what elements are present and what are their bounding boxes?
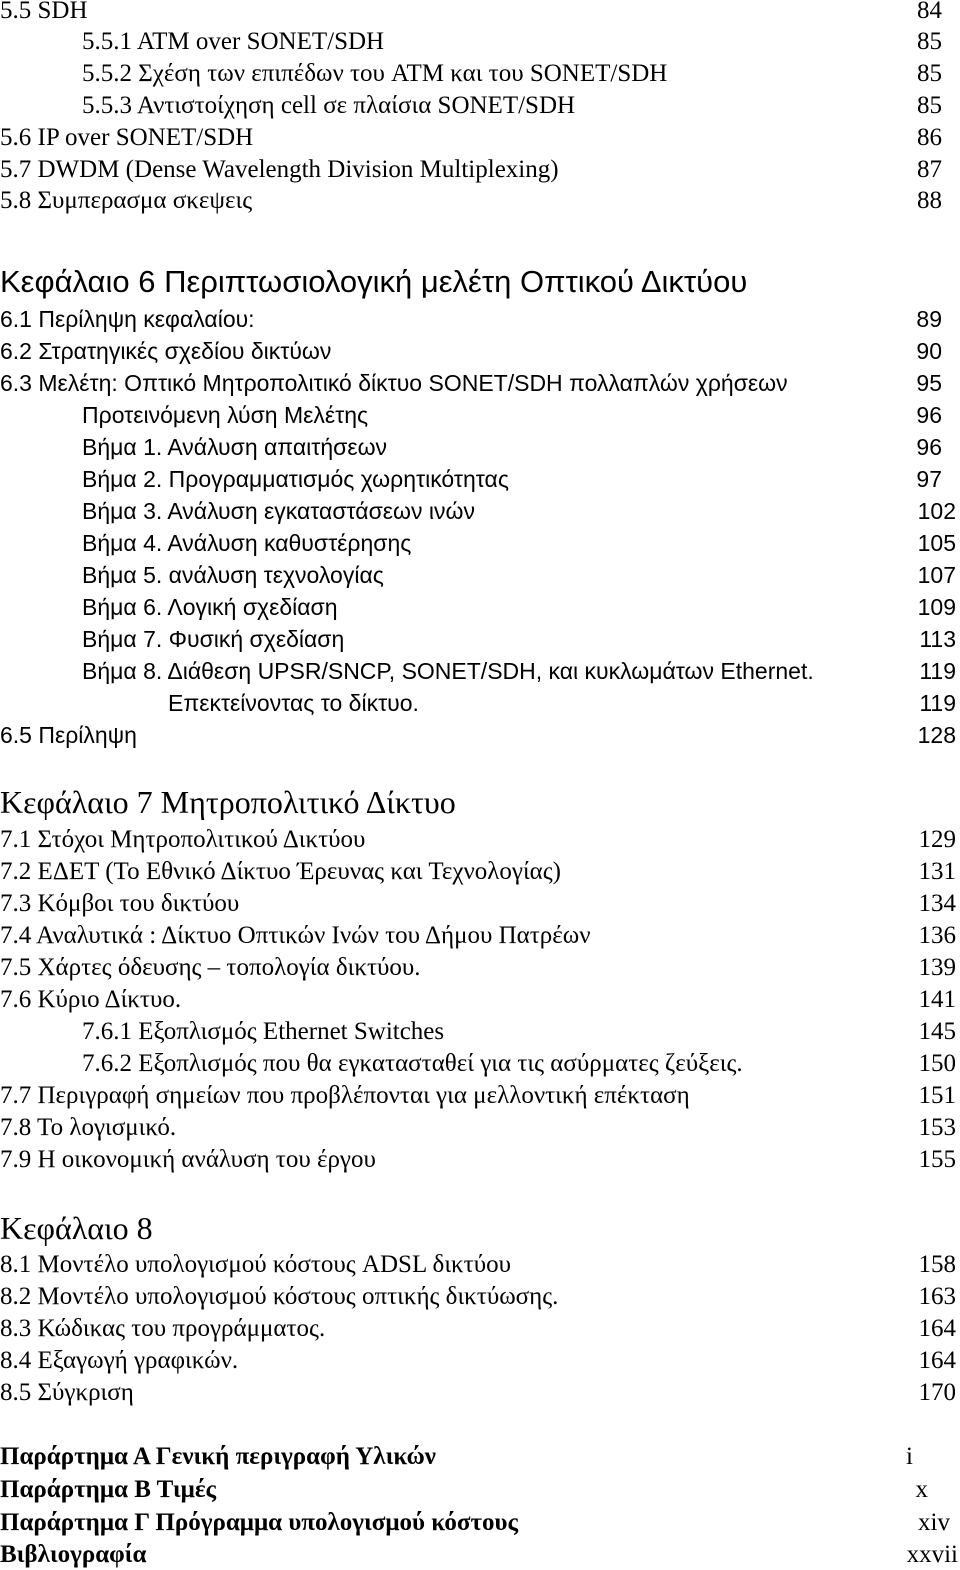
toc-entry xyxy=(0,1346,960,1376)
toc-entry-page: xxvii xyxy=(906,1541,958,1568)
appendix-entry xyxy=(0,1442,960,1472)
toc-entry xyxy=(0,857,960,887)
toc-entry-title: Βήμα 4. Ανάλυση καθυστέρησης xyxy=(82,530,412,556)
toc-entry xyxy=(0,889,960,919)
toc-entry xyxy=(0,1017,960,1047)
toc-entry-page: 139 xyxy=(918,954,956,981)
toc-entry-page: 84 xyxy=(917,0,942,24)
toc-entry-title: 7.7 Περιγραφή σημείων που προβλέπονται για μελλοντική επέκταση xyxy=(0,1082,690,1109)
toc-entry xyxy=(0,496,960,526)
toc-entry-title: Παράρτημα Α Γενική περιγραφή Υλικών xyxy=(0,1443,436,1470)
toc-entry-title: 6.3 Μελέτη: Οπτικό Μητροπολιτικό δίκτυο SONET/SDH πολλαπλών χρήσεων xyxy=(0,370,788,396)
toc-entry xyxy=(0,528,960,558)
toc-entry-title: Βήμα 6. Λογική σχεδίαση xyxy=(82,594,338,620)
toc-entry xyxy=(0,27,960,57)
toc-entry xyxy=(0,825,960,855)
toc-entry-page: 164 xyxy=(918,1347,956,1374)
toc-entry xyxy=(0,91,960,121)
toc-entry-page: 131 xyxy=(918,858,956,885)
toc-entry xyxy=(0,624,960,654)
toc-entry-page: 85 xyxy=(917,28,942,55)
toc-entry-page: 113 xyxy=(919,626,956,652)
chapter-title: Κεφάλαιο 6 Περιπτωσιολογική μελέτη Οπτικού Δικτύου xyxy=(0,264,748,299)
toc-entry-title: 6.1 Περίληψη κεφαλαίου: xyxy=(0,306,255,332)
toc-entry xyxy=(0,1049,960,1079)
toc-entry-page: 85 xyxy=(917,92,942,119)
toc-entry-title: 5.6 IP over SONET/SDH xyxy=(0,124,254,151)
toc-entry xyxy=(0,1314,960,1344)
toc-entry-page: 155 xyxy=(918,1146,956,1173)
chapter-heading xyxy=(0,262,960,299)
toc-entry-page: x xyxy=(915,1476,928,1503)
toc-entry xyxy=(0,432,960,462)
toc-entry-page: 88 xyxy=(917,187,942,214)
appendix-entry xyxy=(0,1475,960,1505)
chapter-heading xyxy=(0,1208,960,1246)
toc-entry-title: 6.2 Στρατηγικές σχεδίου δικτύων xyxy=(0,338,332,364)
toc-entry xyxy=(0,720,960,750)
toc-entry-page: 109 xyxy=(917,594,956,620)
toc-entry-title: 5.5.1 ATM over SONET/SDH xyxy=(82,28,385,55)
toc-entry xyxy=(0,1250,960,1280)
toc-entry xyxy=(0,688,960,718)
toc-entry xyxy=(0,1081,960,1111)
toc-entry-page: 96 xyxy=(916,402,942,428)
toc-entry xyxy=(0,155,960,185)
toc-entry-page: 119 xyxy=(919,658,956,684)
toc-entry-title: 8.2 Μοντέλο υπολογισμού κόστους οπτικής δικτύωσης. xyxy=(0,1283,559,1310)
toc-entry-title: 7.1 Στόχοι Μητροπολιτικού Δικτύου xyxy=(0,826,366,853)
toc-entry-title: 5.5.3 Αντιστοίχηση cell σε πλαίσια SONET/SDH xyxy=(82,92,576,119)
toc-entry-page: 96 xyxy=(916,434,942,460)
toc-entry xyxy=(0,123,960,153)
toc-entry-title: 7.6.2 Εξοπλισμός που θα εγκατασταθεί για τις ασύρματες ζεύξεις. xyxy=(82,1050,743,1077)
toc-entry xyxy=(0,464,960,494)
toc-entry-title: Επεκτείνοντας το δίκτυο. xyxy=(168,690,419,716)
appendix-entry xyxy=(0,1508,960,1538)
toc-entry-page: 97 xyxy=(916,466,942,492)
toc-entry-page: 128 xyxy=(917,722,956,748)
toc-entry-page: 87 xyxy=(917,156,942,183)
toc-entry-title: Παράρτημα Γ Πρόγραμμα υπολογισμού κόστους xyxy=(0,1509,519,1536)
toc-entry-page: i xyxy=(906,1443,913,1470)
toc-entry-page: 151 xyxy=(918,1082,956,1109)
toc-entry xyxy=(0,953,960,983)
toc-entry-page: 170 xyxy=(918,1379,956,1406)
toc-entry xyxy=(0,186,960,216)
toc-entry-page: 136 xyxy=(918,922,956,949)
toc-entry-title: Παράρτημα Β Τιμές xyxy=(0,1476,217,1503)
toc-entry-page: 90 xyxy=(916,338,942,364)
appendix-entry xyxy=(0,1540,960,1570)
toc-entry xyxy=(0,656,960,686)
chapter-title: Κεφάλαιο 7 Μητροπολιτικό Δίκτυο xyxy=(0,784,456,820)
toc-entry-title: 8.4 Εξαγωγή γραφικών. xyxy=(0,1347,239,1374)
toc-entry xyxy=(0,0,960,26)
toc-entry-page: 102 xyxy=(917,498,956,524)
toc-entry xyxy=(0,1113,960,1143)
toc-entry-page: 119 xyxy=(919,690,956,716)
toc-entry-title: 7.8 Το λογισμικό. xyxy=(0,1114,177,1141)
toc-entry-title: 7.2 ΕΔΕΤ (Το Εθνικό Δίκτυο Έρευνας και Τεχνολογίας) xyxy=(0,858,561,885)
toc-entry-title: Προτεινόμενη λύση Μελέτης xyxy=(82,402,369,428)
toc-entry-page: 150 xyxy=(918,1050,956,1077)
toc-entry-title: 8.1 Μοντέλο υπολογισμού κόστους ADSL δικτύου xyxy=(0,1251,511,1278)
toc-entry-page: 107 xyxy=(917,562,956,588)
toc-entry-page: 134 xyxy=(918,890,956,917)
toc-entry-page: 95 xyxy=(916,370,942,396)
toc-entry-title: Βήμα 1. Ανάλυση απαιτήσεων xyxy=(82,434,388,460)
toc-entry-page: 85 xyxy=(917,60,942,87)
toc-entry-title: 5.7 DWDM (Dense Wavelength Division Multiplexing) xyxy=(0,156,559,183)
toc-entry-page: 145 xyxy=(918,1018,956,1045)
toc-entry-page: 163 xyxy=(918,1283,956,1310)
toc-entry-page: 141 xyxy=(918,986,956,1013)
toc-entry-title: 7.5 Χάρτες όδευσης – τοπολογία δικτύου. xyxy=(0,954,421,981)
toc-entry-page: 89 xyxy=(916,306,942,332)
toc-entry-title: 5.5 SDH xyxy=(0,0,88,24)
toc-entry xyxy=(0,304,960,334)
toc-entry-title: 8.5 Σύγκριση xyxy=(0,1379,134,1406)
toc-entry-title: 7.4 Αναλυτικά : Δίκτυο Οπτικών Ινών του Δήμου Πατρέων xyxy=(0,922,591,949)
toc-entry-page: 164 xyxy=(918,1315,956,1342)
toc-entry-title: Βήμα 8. Διάθεση UPSR/SNCP, SONET/SDH, και κυκλωμάτων Ethernet. xyxy=(82,658,814,684)
toc-entry-page: 153 xyxy=(918,1114,956,1141)
toc-entry-page: xiv xyxy=(918,1509,950,1536)
toc-entry xyxy=(0,400,960,430)
toc-entry-page: 86 xyxy=(917,124,942,151)
toc-entry-title: 7.6 Κύριο Δίκτυο. xyxy=(0,986,182,1013)
toc-entry-title: 7.6.1 Εξοπλισμός Ethernet Switches xyxy=(82,1018,445,1045)
chapter-title: Κεφάλαιο 8 xyxy=(0,1210,153,1246)
toc-entry xyxy=(0,336,960,366)
toc-entry-title: 5.8 Συμπερασμα σκεψεις xyxy=(0,187,253,214)
toc-entry-page: 105 xyxy=(917,530,956,556)
toc-entry-title: Βήμα 5. ανάλυση τεχνολογίας xyxy=(82,562,384,588)
toc-entry xyxy=(0,1145,960,1175)
toc-entry-title: Βήμα 3. Ανάλυση εγκαταστάσεων ινών xyxy=(82,498,475,524)
toc-entry-title: 8.3 Κώδικας του προγράμματος. xyxy=(0,1315,326,1342)
toc-entry-page: 158 xyxy=(918,1251,956,1278)
toc-entry xyxy=(0,59,960,89)
toc-entry-title: 5.5.2 Σχέση των επιπέδων του ATM και του SONET/SDH xyxy=(82,60,668,87)
toc-entry-page: 129 xyxy=(918,826,956,853)
toc-entry-title: Βιβλιογραφία xyxy=(0,1541,147,1568)
toc-entry-title: 7.9 Η οικονομική ανάλυση του έργου xyxy=(0,1146,376,1173)
toc-entry xyxy=(0,592,960,622)
toc-entry xyxy=(0,368,960,398)
toc-entry-title: Βήμα 2. Προγραμματισμός χωρητικότητας xyxy=(82,466,509,492)
toc-entry xyxy=(0,1378,960,1408)
toc-entry-title: 6.5 Περίληψη xyxy=(0,722,137,748)
toc-entry-title: Βήμα 7. Φυσική σχεδίαση xyxy=(82,626,345,652)
toc-entry xyxy=(0,1282,960,1312)
chapter-heading xyxy=(0,782,960,820)
toc-entry xyxy=(0,985,960,1015)
toc-entry xyxy=(0,921,960,951)
toc-entry-title: 7.3 Κόμβοι του δικτύου xyxy=(0,890,240,917)
toc-entry xyxy=(0,560,960,590)
